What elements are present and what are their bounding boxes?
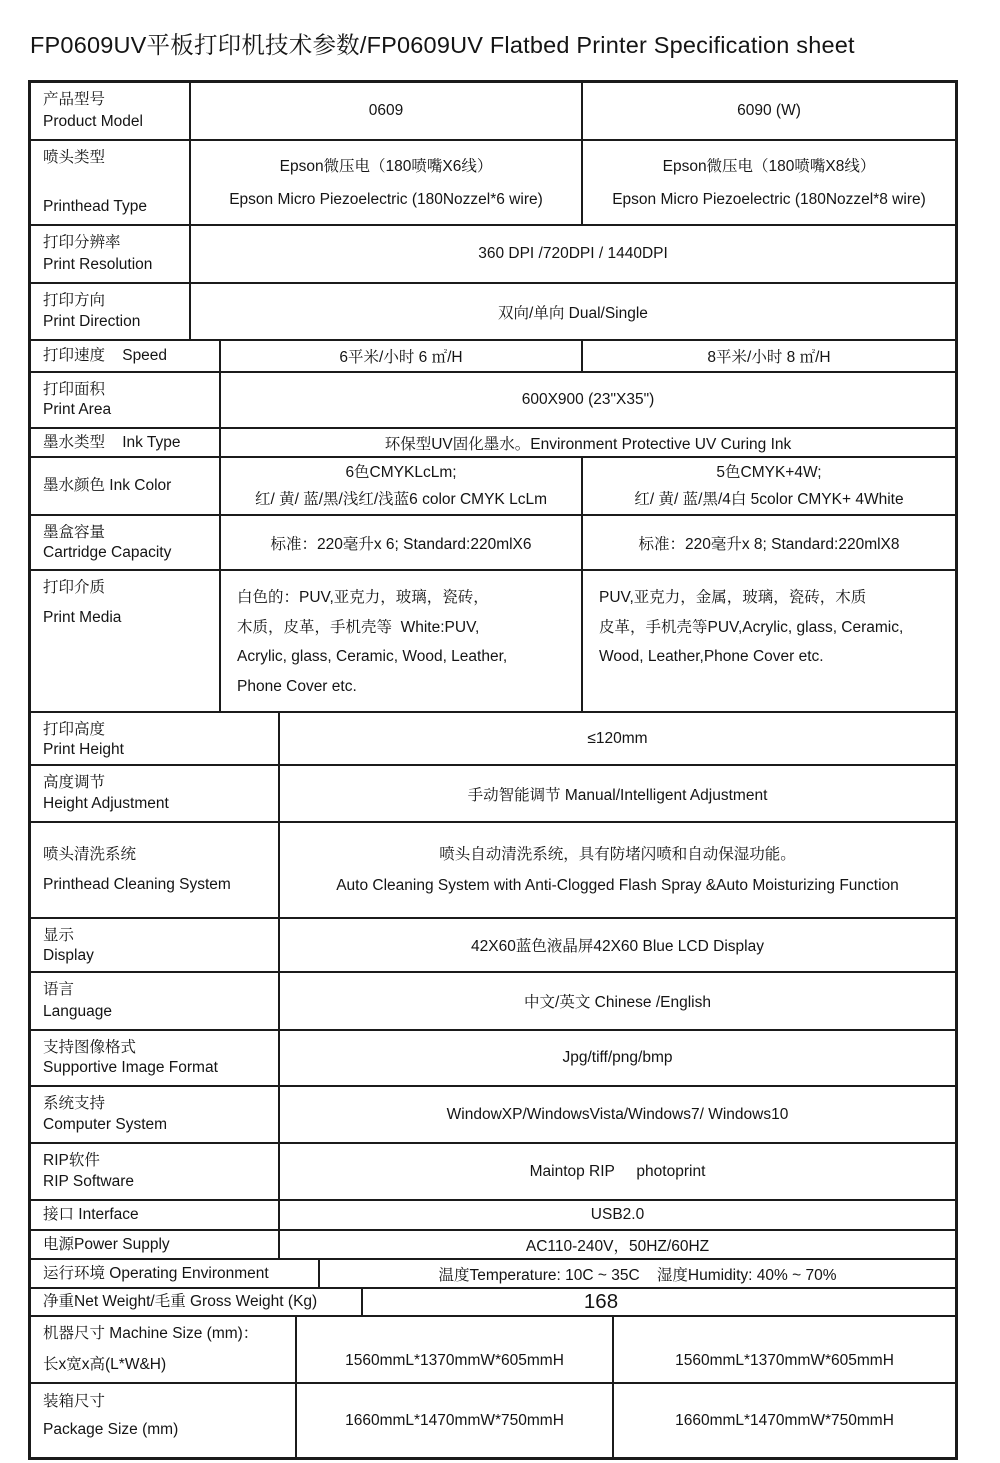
cartridge-capacity-label [31,516,221,569]
printhead-cleaning-line2: Auto Cleaning System with Anti-Clogged Flash Spray &Auto Moisturizing Function [336,877,899,894]
print-height-label-zh: 打印高度 [43,721,106,738]
row-print-area [31,373,955,429]
language-label-en: Language [43,1003,112,1020]
ink-color-label [31,458,221,514]
row-power-supply [31,1231,955,1260]
row-net-weight [31,1289,955,1317]
operating-environment-label [31,1260,320,1287]
printhead-cleaning-label-zh: 喷头清洗系统 [43,846,137,863]
print-media-left-line: 白色的：PUV,亚克力，玻璃，瓷砖， [237,589,489,606]
display-label-zh: 显示 [43,927,75,944]
net-weight-label-text: 净重Net Weight/毛重 Gross Weight (Kg) [43,1293,318,1310]
print-direction-label [31,284,191,339]
operating-environment-value: 温度Temperature: 10C ~ 35C 湿度Humidity: 40% ~ 70% [438,1266,837,1284]
print-media-label [31,571,221,711]
computer-system-label-en: Computer System [43,1116,168,1133]
product-model-label [31,83,191,139]
package-size-value-left: 1660mmL*1470mmW*750mmH [297,1384,614,1457]
printhead-type-label-zh: 喷头类型 [43,149,106,166]
row-print-height [31,713,955,766]
power-supply-value: AC110-240V，50HZ/60HZ [525,1237,710,1255]
printhead-cleaning-line1: 喷头自动清洗系统，具有防堵闪喷和自动保湿功能。 [439,846,796,863]
row-display [31,919,955,973]
ink-color-value-right [583,458,955,514]
print-resolution-label-zh: 打印分辨率 [43,234,121,251]
print-media-value-right [583,571,955,711]
ink-color-left-line2: 红/ 黄/ 蓝/黑/浅红/浅蓝6 color CMYK LcLm [255,491,547,508]
ink-color-value-left [221,458,583,514]
print-area-label [31,373,221,427]
print-area-label-zh: 打印面积 [43,381,106,398]
printhead-cleaning-value [280,823,955,917]
computer-system-label [31,1087,280,1142]
language-label [31,973,280,1029]
language-value: 中文/英文 Chinese /English [524,994,711,1011]
print-media-right-line: 皮革，手机壳等PUV,Acrylic, glass, Ceramic, [599,618,904,636]
net-weight-value: 168 [583,1290,619,1313]
print-media-right-line: PUV,亚克力，金属，玻璃，瓷砖，木质 [599,589,867,606]
print-resolution-label-en: Print Resolution [43,256,153,273]
spec-table [28,80,958,1460]
row-print-direction [31,284,955,341]
row-package-size [31,1384,955,1457]
package-size-label-zh: 装箱尺寸 [43,1393,106,1410]
image-format-label [31,1031,280,1085]
operating-environment-label-text: 运行环境 Operating Environment [43,1264,269,1282]
cartridge-capacity-label-en: Cartridge Capacity [43,544,172,561]
row-print-media [31,571,955,713]
net-weight-label [31,1289,363,1315]
print-direction-label-zh: 打印方向 [43,292,106,309]
product-model-label-zh: 产品型号 [43,91,106,108]
print-media-left-line: Acrylic, glass, Ceramic, Wood, Leather, [237,648,508,665]
machine-size-label [31,1317,297,1382]
row-cartridge-capacity [31,516,955,571]
interface-label [31,1201,280,1229]
printhead-type-left-en: Epson Micro Piezoelectric (180Nozzel*6 wire) [229,190,543,208]
cartridge-capacity-value-left: 标准：220毫升x 6; Standard:220mlX6 [221,516,583,569]
row-language [31,973,955,1031]
print-resolution-label [31,226,191,282]
height-adjustment-label [31,766,280,821]
power-supply-label-text: 电源Power Supply [43,1235,170,1253]
rip-software-label [31,1144,280,1199]
rip-software-value: Maintop RIP photoprint [529,1162,706,1180]
product-model-value-left: 0609 [191,83,583,139]
height-adjustment-value: 手动智能调节 Manual/Intelligent Adjustment [467,786,768,804]
print-direction-label-en: Print Direction [43,313,141,330]
print-media-right-line: Wood, Leather,Phone Cover etc. [599,648,824,665]
print-area-value: 600X900 (23"X35") [521,391,655,408]
speed-value-left: 6平米/小时 6 ㎡/H [221,341,583,371]
row-rip-software [31,1144,955,1201]
print-area-label-en: Print Area [43,401,112,418]
machine-size-label-line2: 长x宽x高(L*W&H) [43,1356,167,1373]
print-height-value: ≤120mm [587,729,648,747]
product-model-value-right: 6090 (W) [737,102,801,119]
printhead-type-right-en: Epson Micro Piezoelectric (180Nozzel*8 wire) [612,190,926,208]
rip-software-label-zh: RIP软件 [43,1152,100,1169]
ink-color-right-line1: 5色CMYK+4W; [716,464,822,481]
print-media-value-left [221,571,583,711]
package-size-label-en: Package Size (mm) [43,1421,179,1438]
ink-color-right-line2: 红/ 黄/ 蓝/黑/4白 5color CMYK+ 4White [634,491,904,508]
speed-value-right: 8平米/小时 8 ㎡/H [707,349,831,366]
interface-value: USB2.0 [590,1206,645,1223]
ink-type-label-text: 墨水类型 Ink Type [43,433,181,451]
machine-size-label-line1: 机器尺寸 Machine Size (mm)： [43,1325,259,1342]
row-printhead-cleaning [31,823,955,919]
image-format-value: Jpg/tiff/png/bmp [562,1049,673,1066]
ink-type-label [31,429,221,456]
display-label-en: Display [43,947,94,964]
cartridge-capacity-label-zh: 墨盒容量 [43,524,106,541]
display-label [31,919,280,971]
display-value: 42X60蓝色液晶屏42X60 Blue LCD Display [471,938,764,955]
cartridge-capacity-value-right: 标准：220毫升x 8; Standard:220mlX8 [638,535,900,553]
print-media-left-line: Phone Cover etc. [237,677,357,695]
height-adjustment-label-zh: 高度调节 [43,774,106,791]
height-adjustment-label-en: Height Adjustment [43,795,169,812]
ink-color-label-text: 墨水颜色 Ink Color [43,477,172,494]
printhead-type-value-left [191,141,583,224]
printhead-type-label-en: Printhead Type [43,198,147,215]
package-size-label [31,1384,297,1457]
row-computer-system [31,1087,955,1144]
interface-label-text: 接口 Interface [43,1206,139,1223]
printhead-type-left-zh: Epson微压电（180喷嘴X6线） [279,157,493,175]
row-ink-type [31,429,955,458]
row-printhead-type [31,141,955,226]
computer-system-label-zh: 系统支持 [43,1095,106,1112]
row-height-adjustment [31,766,955,823]
printhead-cleaning-label-en: Printhead Cleaning System [43,876,231,893]
row-print-resolution [31,226,955,284]
machine-size-value-left: 1560mmL*1370mmW*605mmH [297,1317,614,1382]
printhead-cleaning-label [31,823,280,917]
print-media-label-en: Print Media [43,609,122,626]
speed-label-text: 打印速度 Speed [43,347,168,364]
machine-size-value-right: 1560mmL*1370mmW*605mmH [675,1352,894,1369]
printhead-type-right-zh: Epson微压电（180喷嘴X8线） [662,157,876,175]
row-ink-color [31,458,955,516]
image-format-label-en: Supportive Image Format [43,1059,218,1076]
image-format-label-zh: 支持图像格式 [43,1039,137,1056]
row-speed [31,341,955,373]
page-title: FP0609UV平板打印机技术参数/FP0609UV Flatbed Printer Specification sheet [30,32,855,58]
printhead-type-label [31,141,191,224]
print-height-label [31,713,280,764]
computer-system-value: WindowXP/WindowsVista/Windows7/ Windows10 [446,1105,789,1123]
print-media-left-line: 木质，皮革，手机壳等 White:PUV, [237,618,480,636]
row-operating-environment [31,1260,955,1289]
print-direction-value: 双向/单向 Dual/Single [498,304,648,322]
speed-label [31,341,221,371]
printhead-type-value-right [583,141,955,224]
print-resolution-value: 360 DPI /720DPI / 1440DPI [478,245,668,262]
ink-color-left-line1: 6色CMYKLcLm; [345,464,457,481]
row-image-format [31,1031,955,1087]
row-interface [31,1201,955,1231]
ink-type-value: 环保型UV固化墨水。Environment Protective UV Curing Ink [384,435,792,453]
print-media-label-zh: 打印介质 [43,579,106,596]
row-product-model [31,83,955,141]
language-label-zh: 语言 [43,981,75,998]
row-machine-size [31,1317,955,1384]
print-height-label-en: Print Height [43,741,124,758]
product-model-label-en: Product Model [43,113,143,130]
power-supply-label [31,1231,280,1258]
package-size-value-right: 1660mmL*1470mmW*750mmH [675,1411,894,1429]
rip-software-label-en: RIP Software [43,1173,135,1190]
